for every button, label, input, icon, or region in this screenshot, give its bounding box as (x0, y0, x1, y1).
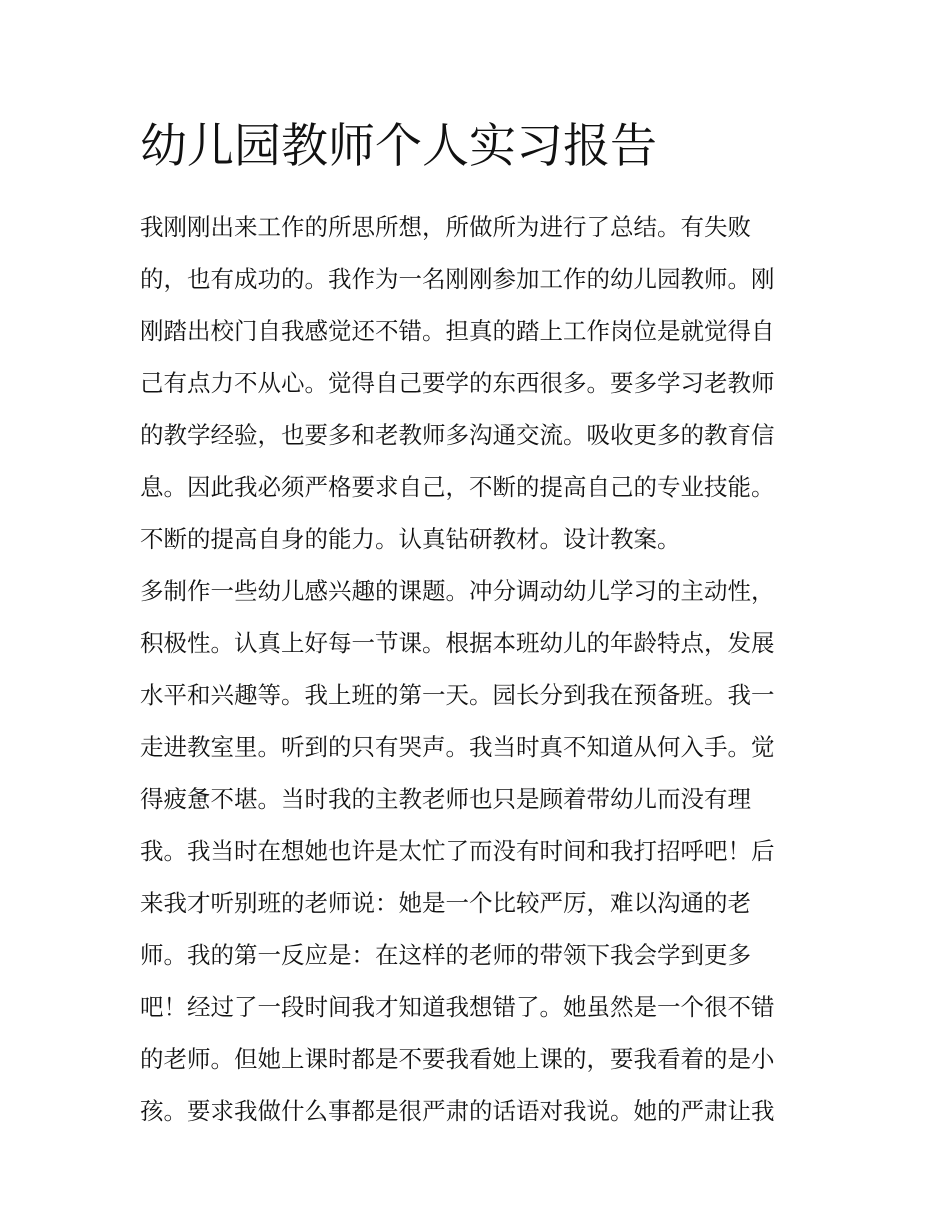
text-line: 孩。要求我做什么事都是很严肃的话语对我说。她的严肃让我 (140, 1097, 775, 1125)
text-line: 我。我当时在想她也许是太忙了而没有时间和我打招呼吧！后 (140, 837, 775, 865)
text-line: 的，也有成功的。我作为一名刚刚参加工作的幼儿园教师。刚 (140, 265, 775, 293)
text-line: 己有点力不从心。觉得自己要学的东西很多。要多学习老教师 (140, 369, 775, 397)
text-line: 不断的提高自身的能力。认真钻研教材。设计教案。 (140, 525, 681, 553)
text-line: 的老师。但她上课时都是不要我看她上课的，要我看着的是小 (140, 1045, 775, 1073)
document-title: 幼儿园教师个人实习报告 (140, 119, 657, 174)
document-body (140, 201, 820, 1137)
text-line: 水平和兴趣等。我上班的第一天。园长分到我在预备班。我一 (140, 681, 775, 709)
text-line: 多制作一些幼儿感兴趣的课题。冲分调动幼儿学习的主动性， (140, 577, 775, 605)
text-line: 吧！经过了一段时间我才知道我想错了。她虽然是一个很不错 (140, 993, 775, 1021)
text-line: 得疲惫不堪。当时我的主教老师也只是顾着带幼儿而没有理 (140, 785, 751, 813)
text-line: 积极性。认真上好每一节课。根据本班幼儿的年龄特点，发展 (140, 629, 775, 657)
text-line: 来我才听别班的老师说：她是一个比较严厉，难以沟通的老 (140, 889, 751, 917)
text-line: 息。因此我必须严格要求自己，不断的提高自己的专业技能。 (140, 473, 775, 501)
text-line: 师。我的第一反应是：在这样的老师的带领下我会学到更多 (140, 941, 751, 969)
text-line: 我刚刚出来工作的所思所想，所做所为进行了总结。有失败 (140, 213, 751, 241)
text-line: 刚踏出校门自我感觉还不错。担真的踏上工作岗位是就觉得自 (140, 317, 775, 345)
text-line: 走进教室里。听到的只有哭声。我当时真不知道从何入手。觉 (140, 733, 775, 761)
text-line: 的教学经验，也要多和老教师多沟通交流。吸收更多的教育信 (140, 421, 775, 449)
